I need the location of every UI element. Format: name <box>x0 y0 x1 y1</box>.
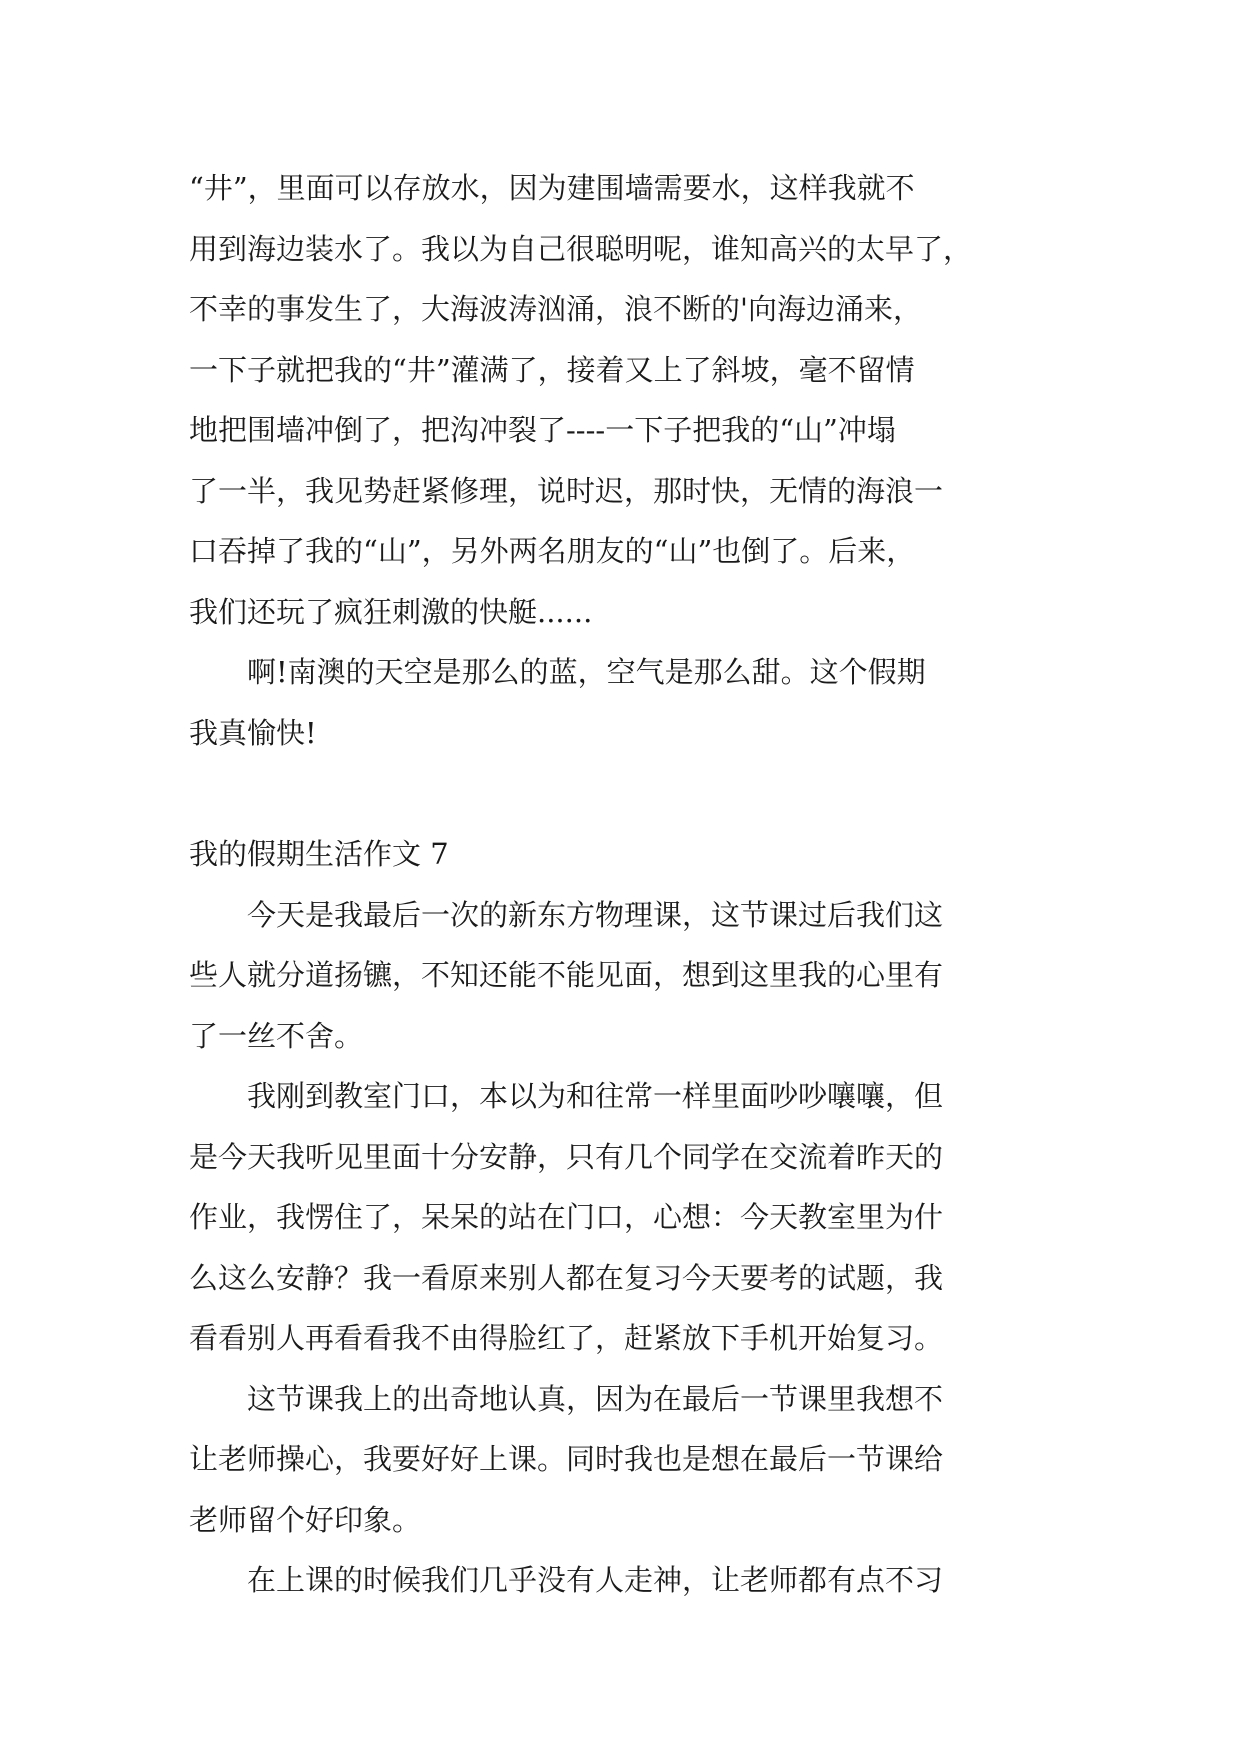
paragraph-line: 我刚到教室门口，本以为和往常一样里面吵吵嚷嚷，但 <box>189 1079 944 1113</box>
paragraph-line: 看看别人再看看我不由得脸红了，赶紧放下手机开始复习。 <box>189 1321 944 1355</box>
paragraph-line: 啊!南澳的天空是那么的蓝，空气是那么甜。这个假期 <box>189 655 926 689</box>
paragraph-line: 么这么安静？我一看原来别人都在复习今天要考的试题，我 <box>189 1260 944 1295</box>
paragraph-line: 了一半，我见势赶紧修理，说时迟，那时快，无情的海浪一 <box>189 473 944 508</box>
paragraph-line: 我们还玩了疯狂刺激的快艇...... <box>189 594 593 629</box>
section-heading: 我的假期生活作文 7 <box>189 837 449 871</box>
paragraph-line: 这节课我上的出奇地认真，因为在最后一节课里我想不 <box>189 1381 944 1416</box>
paragraph-line: 老师留个好印象。 <box>189 1502 422 1537</box>
paragraph-line: 不幸的事发生了，大海波涛汹涌，浪不断的'向海边涌来， <box>189 292 922 326</box>
section-spacer <box>189 763 1059 824</box>
paragraph-line: 作业，我愣住了，呆呆的站在门口，心想：今天教室里为什 <box>189 1200 944 1234</box>
essay-body <box>189 158 1059 1611</box>
paragraph-line: 一下子就把我的“井”灌满了，接着又上了斜坡，毫不留情 <box>189 352 915 387</box>
paragraph-line: 在上课的时候我们几乎没有人走神，让老师都有点不习 <box>189 1563 944 1597</box>
paragraph-line: 用到海边装水了。我以为自己很聪明呢，谁知高兴的太早了， <box>189 231 973 266</box>
paragraph-line: 今天是我最后一次的新东方物理课，这节课过后我们这 <box>189 897 944 932</box>
paragraph-line: 让老师操心，我要好好上课。同时我也是想在最后一节课给 <box>189 1442 944 1476</box>
paragraph-line: 我真愉快! <box>189 715 317 750</box>
paragraph-line: 些人就分道扬镳，不知还能不能见面，想到这里我的心里有 <box>189 958 944 992</box>
paragraph-line: 口吞掉了我的“山”，另外两名朋友的“山”也倒了。后来， <box>189 534 916 568</box>
paragraph-line: “井”，里面可以存放水，因为建围墙需要水，这样我就不 <box>189 171 915 205</box>
paragraph-line: 了一丝不舍。 <box>189 1018 364 1053</box>
paragraph-line: 地把围墙冲倒了，把沟冲裂了----一下子把我的“山”冲塌 <box>189 413 896 447</box>
paragraph-line: 是今天我听见里面十分安静，只有几个同学在交流着昨天的 <box>189 1139 944 1174</box>
